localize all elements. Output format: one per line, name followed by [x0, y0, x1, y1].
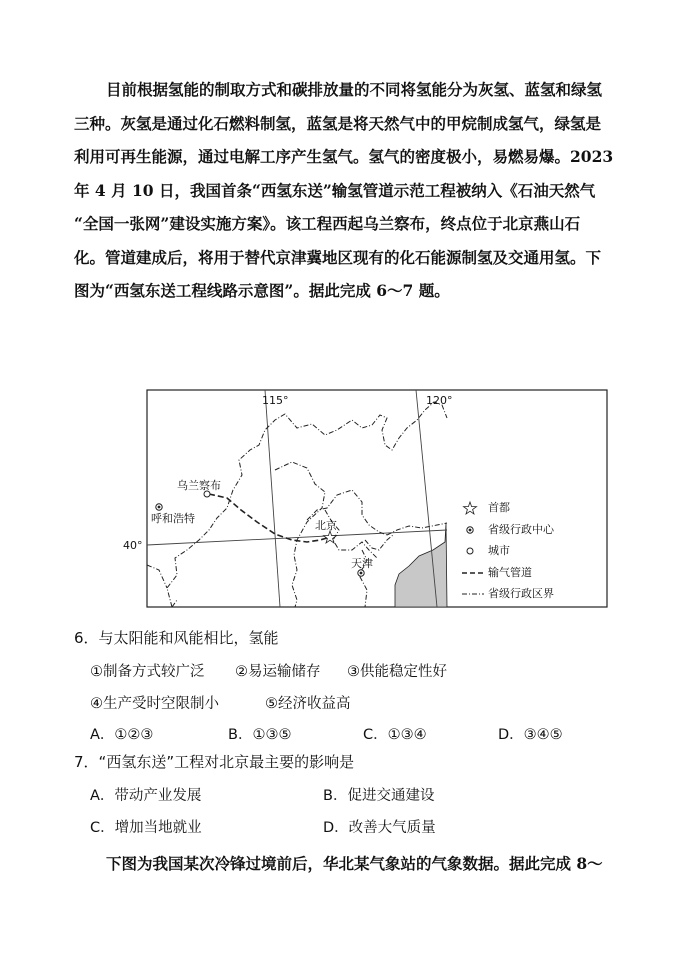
legend-capital-label: 首都: [488, 501, 510, 514]
legend-provincial-center-label: 省级行政中心: [488, 522, 554, 536]
legend-boundary-label: 省级行政区界: [488, 587, 554, 600]
tianjin-marker-dot: [360, 572, 363, 575]
circle-icon: [462, 540, 486, 562]
hohhot-label: 呼和浩特: [151, 512, 195, 525]
legend-provincial-center: [462, 519, 554, 541]
beijing-label: 北京: [315, 519, 337, 532]
q6-stem: 6．与太阳能和风能相比，氢能: [74, 629, 279, 647]
q6-item-2: ②易运输储存: [235, 664, 321, 680]
legend-pipeline: [462, 562, 554, 584]
q6-option-b[interactable]: B．①③⑤: [228, 727, 292, 743]
legend-city: [462, 540, 554, 562]
map-legend: [462, 497, 554, 605]
dash-dot-line-icon: [462, 583, 486, 605]
q6-option-a[interactable]: A．①②③: [90, 727, 154, 743]
dashed-line-icon: [462, 562, 486, 584]
dotted-circle-icon: [462, 519, 486, 541]
q6-item-4: ④生产受时空限制小: [90, 696, 219, 712]
q6-item-1: ①制备方式较广泛: [90, 664, 205, 680]
passage-line: 图为“西氢东送工程线路示意图”。据此完成 6～7 题。: [74, 281, 450, 300]
legend-city-label: 城市: [488, 544, 510, 557]
next-passage: [74, 847, 616, 881]
q7-option-d[interactable]: D．改善大气质量: [323, 820, 436, 836]
passage: [74, 73, 616, 308]
q6-item-5: ⑤经济收益高: [265, 696, 351, 712]
lon-label-115: 115°: [262, 394, 289, 407]
passage-line: “全国一张网”建设实施方案》。该工程西起乌兰察布，终点位于北京燕山石: [74, 214, 581, 233]
hohhot-marker-dot: [158, 506, 161, 509]
star-icon: [462, 497, 486, 519]
legend-capital: [462, 497, 554, 519]
legend-boundary: [462, 583, 554, 605]
q6-item-3: ③供能稳定性好: [347, 664, 447, 680]
passage-line: 化。管道建成后，将用于替代京津冀地区现有的化石能源制氢及交通用氢。下: [74, 247, 602, 267]
q7-option-b[interactable]: B．促进交通建设: [323, 788, 435, 804]
q7-stem: 7．“西氢东送”工程对北京最主要的影响是: [74, 753, 355, 771]
passage-line: 利用可再生能源，通过电解工序产生氢气。氢气的密度极小，易燃易爆。2023: [74, 147, 614, 166]
q6-option-d[interactable]: D．③④⑤: [498, 727, 563, 743]
next-passage-line: 下图为我国某次冷锋过境前后，华北某气象站的气象数据。据此完成 8～: [106, 854, 603, 873]
ulanqab-label: 乌兰察布: [177, 479, 221, 492]
tianjin-label: 天津: [351, 557, 373, 570]
passage-line: 目前根据氢能的制取方式和碳排放量的不同将氢能分为灰氢、蓝氢和绿氢: [106, 80, 603, 99]
passage-line: 年 4 月 10 日，我国首条“西氢东送”输氢管道示范工程被纳入《石油天然气: [74, 180, 596, 200]
q7-option-a[interactable]: A．带动产业发展: [90, 788, 202, 804]
lon-label-120: 120°: [426, 394, 453, 407]
q7-option-c[interactable]: C．增加当地就业: [90, 820, 202, 836]
q6-option-c[interactable]: C．①③④: [363, 727, 427, 743]
legend-pipeline-label: 输气管道: [488, 565, 532, 579]
passage-line: 三种。灰氢是通过化石燃料制氢，蓝氢是将天然气中的甲烷制成氢气，绿氢是: [74, 113, 602, 133]
lat-label-40: 40°: [123, 539, 143, 552]
